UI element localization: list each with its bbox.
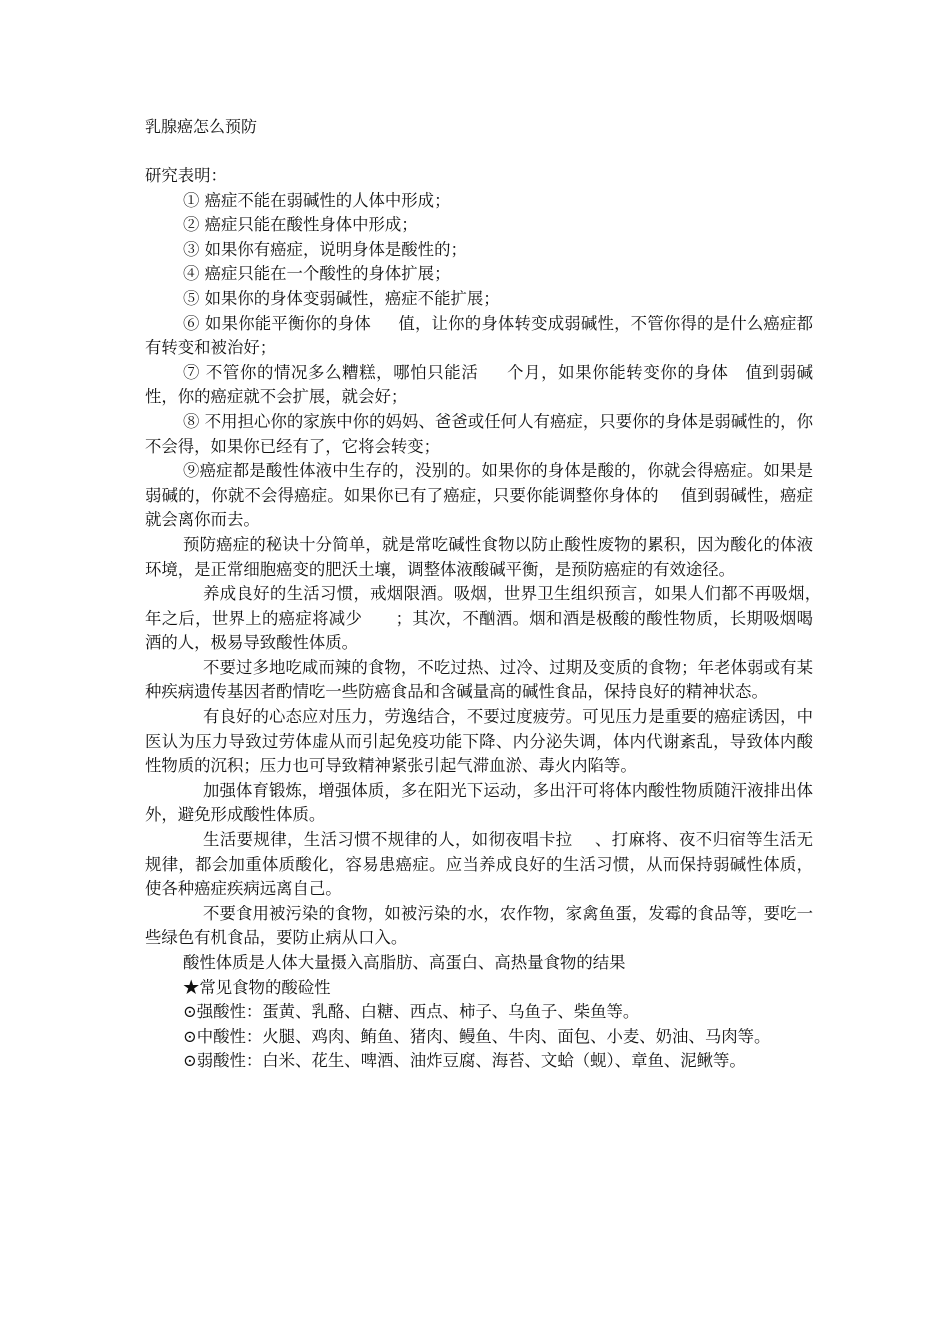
intro-line: 研究表明： [145,166,227,185]
document-title: 乳腺癌怎么预防 [145,117,258,136]
food-list-medium-acid: ⊙中酸性：火腿、鸡肉、鲔鱼、猪肉、鳗鱼、牛肉、面包、小麦、奶油、马肉等。 [183,1026,771,1046]
list-item-5: ⑤ 如果你的身体变弱碱性，癌症不能扩展； [183,288,500,308]
list-item-7: ⑦ 不管你的情况多么糟糕，哪怕只能活 个月，如果你能转变你的身体 值到弱碱性，你的癌症就不会扩展，就会好； [145,362,813,407]
paragraph-prevention-secret: 预防癌症的秘诀十分简单，就是常吃碱性食物以防止酸性废物的累积，因为酸化的体液环境，是正常细胞癌变的肥沃土壤，调整体液酸碱平衡，是预防癌症的有效途径。 [145,534,813,579]
list-item-4: ④ 癌症只能在一个酸性的身体扩展； [183,264,451,284]
list-item-6: ⑥ 如果你能平衡你的身体 值，让你的身体转变成弱碱性，不管你得的是什么癌症都有转变和被治好； [145,313,813,358]
list-item-2: ② 癌症只能在酸性身体中形成； [183,215,418,235]
paragraph-stress: 有良好的心态应对压力，劳逸结合，不要过度疲劳。可见压力是重要的癌症诱因，中医认为压力导致过劳体虚从而引起免疫功能下降、内分泌失调，体内代谢紊乱，导致体内酸性物质的沉积；压力也可导致精神紧张引起气滞血淤、毒火内陷等。 [145,707,813,776]
paragraph-diet: 不要过多地吃咸而辣的食物，不吃过热、过冷、过期及变质的食物；年老体弱或有某种疾病遗传基因者酌情吃一些防癌食品和含碱量高的碱性食品，保持良好的精神状态。 [145,657,813,702]
food-list-weak-acid: ⊙弱酸性：白米、花生、啤酒、油炸豆腐、海苔、文蛤（蚬）、章鱼、泥鳅等。 [183,1051,746,1071]
paragraph-routine: 生活要规律，生活习惯不规律的人，如彻夜唱卡拉 、打麻将、夜不归宿等生活无规律，都会加重体质酸化，容易患癌症。应当养成良好的生活习惯，从而保持弱碱性体质，使各种癌症疾病远离自己。 [145,830,813,899]
list-item-3: ③ 如果你有癌症，说明身体是酸性的； [183,239,467,259]
list-item-8: ⑧ 不用担心你的家族中你的妈妈、爸爸或任何人有癌症，只要你的身体是弱碱性的，你不会得，如果你已经有了，它将会转变； [145,411,813,456]
paragraph-food-safety: 不要食用被污染的食物，如被污染的水，农作物，家禽鱼蛋，发霉的食品等，要吃一些绿色有机食品，要防止病从口入。 [145,903,813,948]
list-item-1: ① 癌症不能在弱碱性的人体中形成； [183,190,451,210]
paragraph-exercise: 加强体育锻炼，增强体质，多在阳光下运动，多出汗可将体内酸性物质随汗液排出体外，避免形成酸性体质。 [145,780,813,825]
paragraph-habits: 养成良好的生活习惯，戒烟限酒。吸烟，世界卫生组织预言，如果人们都不再吸烟， 年之后，世界上的癌症将减少 ；其次，不酗酒。烟和酒是极酸的酸性物质，长期吸烟喝酒的人，极易导致酸性体质。 [145,584,835,653]
document-body [145,164,835,1074]
food-list-strong-acid: ⊙强酸性：蛋黄、乳酪、白糖、西点、柿子、乌鱼子、柴鱼等。 [183,1002,640,1022]
section-heading-food-acidity: ★常见食物的酸硷性 [183,977,331,997]
paragraph-acidic-constitution: 酸性体质是人体大量摄入高脂肪、高蛋白、高热量食物的结果 [183,953,626,972]
list-item-9: ⑨癌症都是酸性体液中生存的，没别的。如果你的身体是酸的，你就会得癌症。如果是弱碱的，你就不会得癌症。如果你已有了癌症，只要你能调整你身体的 值到弱碱性，癌症就会离你而去。 [145,461,813,530]
